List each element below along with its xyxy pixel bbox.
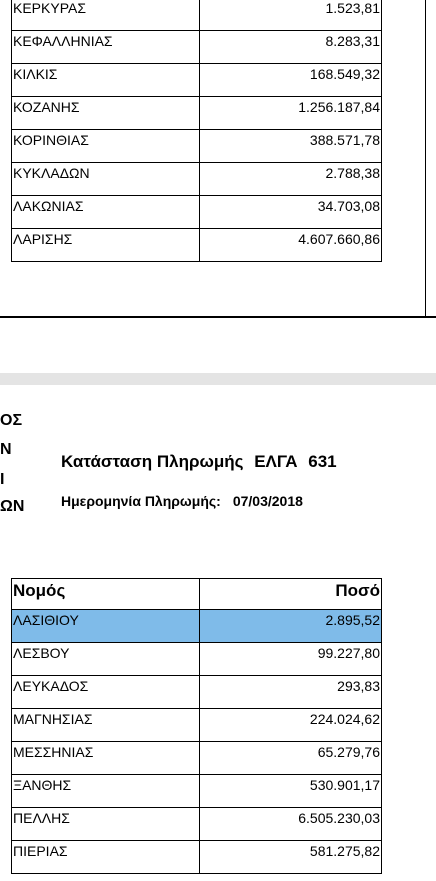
table-row — [12, 841, 382, 874]
table-row — [12, 196, 382, 229]
table-row — [12, 709, 382, 742]
amount-cell: 99.227,80 — [200, 643, 382, 676]
amount-cell: 581.275,82 — [200, 841, 382, 874]
table-row-highlighted[interactable] — [12, 610, 382, 643]
amount-cell: 293,83 — [200, 676, 382, 709]
title-organization: ΕΛΓΑ — [254, 452, 298, 471]
amount-cell: 6.505.230,03 — [200, 808, 382, 841]
table-row — [12, 676, 382, 709]
prefecture-cell: ΛΕΣΒΟΥ — [12, 643, 200, 676]
prefecture-cell: ΛΑΣΙΘΙΟΥ — [12, 610, 200, 643]
column-header-prefecture: Νομός — [12, 579, 200, 610]
clipped-heading-fragment: ΟΣ — [0, 412, 23, 429]
prefecture-cell: ΛΑΚΩΝΙΑΣ — [12, 196, 200, 229]
amount-cell: 2.895,52 — [200, 610, 382, 643]
payment-date-value: 07/03/2018 — [232, 493, 303, 509]
table-header-row — [12, 579, 382, 610]
amount-cell: 4.607.660,86 — [200, 229, 382, 262]
document-page-1 — [0, 0, 436, 318]
payment-status-title — [61, 452, 343, 472]
title-label: Κατάσταση Πληρωμής — [61, 452, 244, 471]
prefecture-cell: ΚΙΛΚΙΣ — [12, 64, 200, 97]
amount-cell: 65.279,76 — [200, 742, 382, 775]
clipped-heading-fragment: ΩΝ — [0, 498, 25, 515]
prefecture-cell: ΜΕΣΣΗΝΙΑΣ — [12, 742, 200, 775]
amount-cell: 1.523,81 — [200, 0, 382, 31]
prefecture-cell: ΛΑΡΙΣΗΣ — [12, 229, 200, 262]
prefecture-cell: ΚΕΡΚΥΡΑΣ — [12, 0, 200, 31]
prefecture-cell: ΚΟΡΙΝΘΙΑΣ — [12, 130, 200, 163]
payment-date — [61, 493, 303, 509]
column-header-amount: Ποσό — [200, 579, 382, 610]
prefecture-cell: ΜΑΓΝΗΣΙΑΣ — [12, 709, 200, 742]
table-row — [12, 229, 382, 262]
table-row — [12, 808, 382, 841]
prefecture-cell: ΠΕΛΛΗΣ — [12, 808, 200, 841]
amount-cell: 1.256.187,84 — [200, 97, 382, 130]
page-separator — [0, 373, 436, 385]
payment-date-label: Ημερομηνία Πληρωμής: — [61, 493, 221, 509]
payments-table-continued — [11, 0, 382, 262]
table-row — [12, 31, 382, 64]
payments-table — [11, 578, 382, 874]
table-row — [12, 64, 382, 97]
amount-cell: 224.024,62 — [200, 709, 382, 742]
amount-cell: 2.788,38 — [200, 163, 382, 196]
page-right-rule — [425, 0, 426, 316]
amount-cell: 34.703,08 — [200, 196, 382, 229]
amount-cell: 8.283,31 — [200, 31, 382, 64]
prefecture-cell: ΞΑΝΘΗΣ — [12, 775, 200, 808]
prefecture-cell: ΠΙΕΡΙΑΣ — [12, 841, 200, 874]
table-row — [12, 163, 382, 196]
amount-cell: 168.549,32 — [200, 64, 382, 97]
table-row — [12, 0, 382, 31]
clipped-heading-fragment: Ν — [0, 441, 12, 458]
table-row — [12, 97, 382, 130]
title-number: 631 — [308, 452, 337, 471]
table-row — [12, 742, 382, 775]
prefecture-cell: ΚΥΚΛΑΔΩΝ — [12, 163, 200, 196]
prefecture-cell: ΚΟΖΑΝΗΣ — [12, 97, 200, 130]
prefecture-cell: ΛΕΥΚΑΔΟΣ — [12, 676, 200, 709]
amount-cell: 530.901,17 — [200, 775, 382, 808]
document-page-2 — [0, 385, 436, 881]
amount-cell: 388.571,78 — [200, 130, 382, 163]
table-row — [12, 775, 382, 808]
table-row — [12, 643, 382, 676]
clipped-heading-fragment: Ι — [0, 471, 5, 488]
prefecture-cell: ΚΕΦΑΛΛΗΝΙΑΣ — [12, 31, 200, 64]
table-row — [12, 130, 382, 163]
